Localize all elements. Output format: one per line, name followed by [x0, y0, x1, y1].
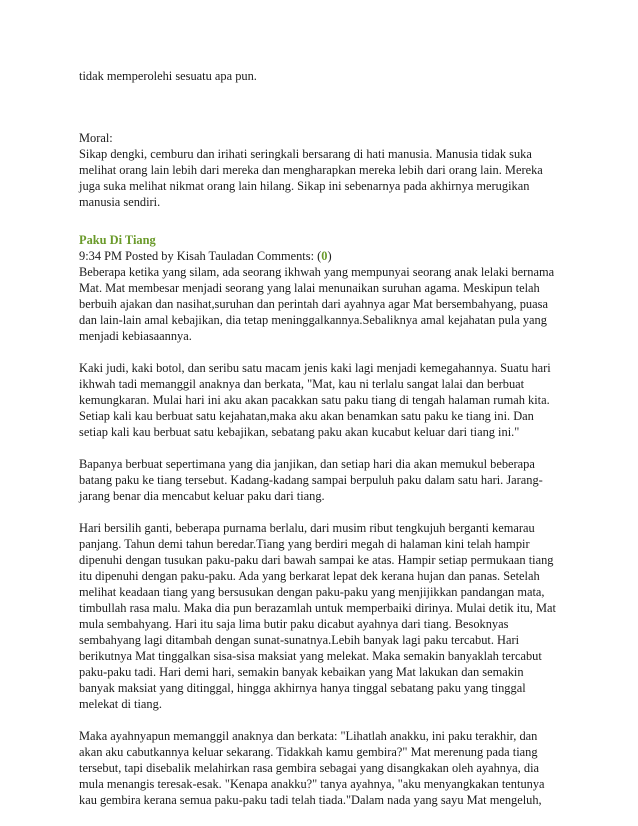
intro-line: tidak memperolehi sesuatu apa pun.	[79, 69, 257, 83]
moral-line: manusia sendiri.	[79, 195, 161, 209]
paragraph-line: dipenuhi dengan tusukan paku-paku dari bawah sampai ke atas. Hampir setiap permukaan tiang	[79, 553, 554, 567]
paragraph-line: menjadi kebiasaannya.	[79, 329, 192, 343]
paragraph-line: melihat keadaan tiang yang bersusukan dengan paku-paku yang menjijikkan pandangan mata,	[79, 585, 545, 599]
paragraph-line: Beberapa ketika yang silam, ada seorang ikhwah yang mempunyai seorang anak lelaki bernama	[79, 265, 555, 279]
moral-line: juga suka melihat nikmat orang lain hilang. Sikap ini sebenarnya pada akhirnya merugikan	[79, 179, 530, 193]
post-meta-prefix: 9:34 PM Posted by Kisah Tauladan Comments: (	[79, 249, 322, 263]
post-meta	[79, 248, 332, 264]
paragraph-line: timbullah rasa malu. Maka dia pun berazamlah untuk memperbaiki dirinya. Mulai detik itu, Mat	[79, 601, 556, 615]
paragraph-line: sembahyang lagi ditambah dengan sunat-sunatnya.Lebih banyak lagi paku tercabut. Hari	[79, 633, 520, 647]
paragraph-line: akan aku cabutkannya keluar sekarang. Tidakkah kamu gembira?" Mat merenung pada tiang	[79, 745, 538, 759]
paragraph-line: ikhwah tadi memanggil anaknya dan berkata, "Mat, kau ni terlalu sangat lalai dan berbuat	[79, 377, 525, 391]
paragraph-line: panjang. Tahun demi tahun beredar.Tiang yang berdiri megah di halaman kini telah hampir	[79, 537, 530, 551]
paragraph-line: Maka ayahnyapun memanggil anaknya dan berkata: "Lihatlah anakku, ini paku terakhir, dan	[79, 729, 538, 743]
post-meta-suffix: )	[327, 249, 332, 263]
paragraph-line: Hari bersilih ganti, beberapa purnama berlalu, dari musim ribut tengkujuh berganti kemarau	[79, 521, 535, 535]
comment-count-link[interactable]: 0	[321, 249, 328, 263]
paragraph-line: Setiap kali kau berbuat satu kejahatan,maka aku akan benamkan satu paku ke tiang ini. Dan	[79, 409, 534, 423]
paragraph-line: Mat. Mat membesar menjadi seorang yang lalai menunaikan suruhan agama. Meskipun telah	[79, 281, 540, 295]
paragraph-line: tersebut, tapi disebalik melahirkan rasa gembira sebagai yang disangkakan oleh ayahnya, dia	[79, 761, 540, 775]
paragraph-line: setiap kali kau berbuat satu kebajikan, sebatang paku akan kucabut keluar dari tiang ini."	[79, 425, 520, 439]
paragraph-line: dan lain-lain amal kebajikan, dia tetap meninggalkannya.Sebaliknya amal kejahatan pula yang	[79, 313, 547, 327]
paragraph-line: batang paku ke tiang tersebut. Kadang-kadang sampai berpuluh paku dalam satu hari. Jarang-	[79, 473, 543, 487]
paragraph-line: banyak maksiat yang ditinggal, hingga akhirnya hanya tinggal sebatang paku yang tinggal	[79, 681, 526, 695]
paragraph-line: kemungkaran. Mulai hari ini aku akan pacakkan satu paku tiang di tengah halaman rumah kita.	[79, 393, 550, 407]
moral-heading: Moral:	[79, 131, 113, 145]
paragraph-line: mula menangis teresak-esak. "Kenapa anakku?" tanya ayahnya, "aku menyangkakan tentunya	[79, 777, 545, 791]
moral-line: melihat orang lain lebih dari mereka dan mengharapkan mereka lebih dari orang lain. Mereka	[79, 163, 543, 177]
post-title-link[interactable]: Paku Di Tiang	[79, 233, 156, 247]
paragraph-line: Bapanya berbuat sepertimana yang dia janjikan, dan setiap hari dia akan memukul beberapa	[79, 457, 535, 471]
paragraph-line: mula sembahyang. Hari itu saja lima butir paku dicabut ayahnya dari tiang. Besoknyas	[79, 617, 509, 631]
paragraph-line: paku-paku tadi. Hari demi hari, semakin banyak kebaikan yang Mat lakukan dan semakin	[79, 665, 524, 679]
paragraph-line: berikutnya Mat tinggalkan sisa-sisa maksiat yang melekat. Maka semakin banyaklah tercabut	[79, 649, 542, 663]
paragraph-line: Kaki judi, kaki botol, dan seribu satu macam jenis kaki lagi menjadi kemegahannya. Suatu hari	[79, 361, 551, 375]
moral-line: Sikap dengki, cemburu dan irihati seringkali bersarang di hati manusia. Manusia tidak suka	[79, 147, 532, 161]
paragraph-line: berbuih ajakan dan nasihat,suruhan dan perintah dari ayahnya agar Mat bersembahyang, puasa	[79, 297, 548, 311]
paragraph-line: jarang benar dia mencabut keluar paku dari tiang.	[79, 489, 325, 503]
paragraph-line: melekat di tiang.	[79, 697, 162, 711]
paragraph-line: kau gembira kerana semua paku-paku tadi telah tiada."Dalam nada yang sayu Mat mengeluh,	[79, 793, 542, 807]
paragraph-line: itu dipenuhi dengan paku-paku. Ada yang berkarat lepat dek kerana hujan dan panas. Setelah	[79, 569, 540, 583]
